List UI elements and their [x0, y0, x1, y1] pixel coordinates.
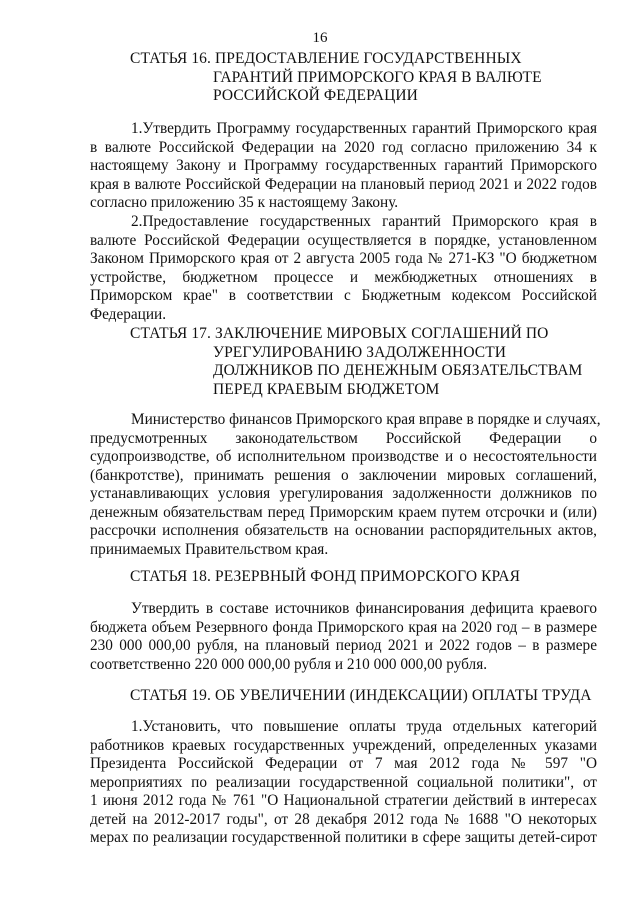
text-line: работников краевых государственных учреждений, определенных указами	[90, 736, 597, 754]
text-line: Приморском крае" в соответствии с Бюджетным кодексом Российской	[90, 287, 597, 304]
page-number: 16	[312, 30, 328, 46]
article-18-heading	[130, 568, 520, 587]
text-line: принимаемых Правительством края.	[90, 540, 329, 558]
text-line: (банкротстве), принимать решения о заключении мировых соглашений,	[90, 466, 597, 484]
text-line: судопроизводстве, об исполнительном производстве и о несостоятельности	[90, 448, 597, 465]
article-17-heading	[130, 325, 582, 399]
text-line: бюджета объем Резервного фонда Приморского края на 2020 год – в размере	[90, 618, 597, 636]
text-line: согласно приложению 35 к настоящему Закону.	[90, 194, 399, 211]
article-17-paragraph	[90, 411, 601, 559]
text-line: края в валюте Российской Федерации на плановый период 2021 и 2022 годов	[90, 175, 597, 193]
heading-line: СТАТЬЯ 16. ПРЕДОСТАВЛЕНИЕ ГОСУДАРСТВЕННЫХ	[130, 50, 522, 67]
text-line: 1 июня 2012 года № 761 "О Национальной стратегии действий в интересах	[90, 792, 597, 809]
text-line: 1.Установить, что повышение оплаты труда отдельных категорий	[131, 718, 597, 735]
text-line: 1.Утвердить Программу государственных гарантий Приморского края	[131, 120, 597, 137]
text-line: мерах по реализации государственной политики в сфере защиты детей-сирот	[90, 829, 597, 846]
text-line: Утвердить в составе источников финансирования дефицита краевого	[131, 600, 597, 617]
heading-line: ДОЛЖНИКОВ ПО ДЕНЕЖНЫМ ОБЯЗАТЕЛЬСТВАМ	[213, 362, 583, 379]
text-line: Федерации.	[90, 305, 167, 323]
heading-line: ГАРАНТИЙ ПРИМОРСКОГО КРАЯ В ВАЛЮТЕ	[213, 68, 542, 86]
heading-line: ПЕРЕД КРАЕВЫМ БЮДЖЕТОМ	[213, 380, 440, 398]
text-line: предусмотренных законодательством Российской Федерации о	[90, 429, 597, 447]
text-line: детей на 2012-2017 годы", от 28 декабря 2012 года № 1688 "О некоторых	[90, 810, 597, 828]
text-line: денежным обязательствам перед Приморским краем путем отсрочки и (или)	[90, 503, 597, 521]
text-line: в валюте Российской Федерации на 2020 год согласно приложению 34 к	[90, 138, 597, 156]
text-line: валюте Российской Федерации осуществляется в порядке, установленном	[90, 231, 597, 249]
article-16-heading	[130, 50, 542, 106]
heading-line: РОССИЙСКОЙ ФЕДЕРАЦИИ	[213, 87, 418, 104]
text-line: Законом Приморского края от 2 августа 2005 года № 271-КЗ "О бюджетном	[90, 250, 597, 267]
text-line: 230 000 000,00 рубля, на плановый период 2021 и 2022 годов – в размере	[90, 637, 597, 654]
article-19-heading	[130, 687, 592, 706]
heading-line: УРЕГУЛИРОВАНИЮ ЗАДОЛЖЕННОСТИ	[213, 343, 507, 361]
article-18-paragraph	[90, 600, 597, 674]
text-line: рассрочки исполнения обязательств на основании распорядительных актов,	[90, 522, 597, 539]
heading-line: СТАТЬЯ 19. ОБ УВЕЛИЧЕНИИ (ИНДЕКСАЦИИ) ОПЛАТЫ ТРУДА	[130, 687, 592, 704]
text-line: Президента Российской Федерации от 7 мая 2012 года № 597 "О	[90, 755, 597, 772]
article-16-paragraph-2	[90, 213, 597, 324]
heading-line: СТАТЬЯ 17. ЗАКЛЮЧЕНИЕ МИРОВЫХ СОГЛАШЕНИЙ ПО	[130, 325, 549, 342]
text-line: Министерство финансов Приморского края вправе в порядке и случаях,	[131, 411, 601, 428]
text-line: соответственно 220 000 000,00 рубля и 210 000 000,00 рубля.	[90, 655, 488, 673]
text-line: устанавливающих условия урегулирования задолженности должников по	[90, 485, 597, 502]
text-line: 2.Предоставление государственных гарантий Приморского края в	[131, 213, 597, 230]
article-16-paragraph-1	[90, 120, 597, 213]
text-line: настоящему Закону и Программу государственных гарантий Приморского	[90, 157, 597, 174]
article-19-paragraph-1	[90, 718, 597, 848]
text-line: устройстве, бюджетном процессе и межбюджетных отношениях в	[90, 268, 597, 286]
text-line: мероприятиях по реализации государственной социальной политики", от	[90, 773, 597, 791]
heading-line: СТАТЬЯ 18. РЕЗЕРВНЫЙ ФОНД ПРИМОРСКОГО КРАЯ	[130, 568, 521, 585]
